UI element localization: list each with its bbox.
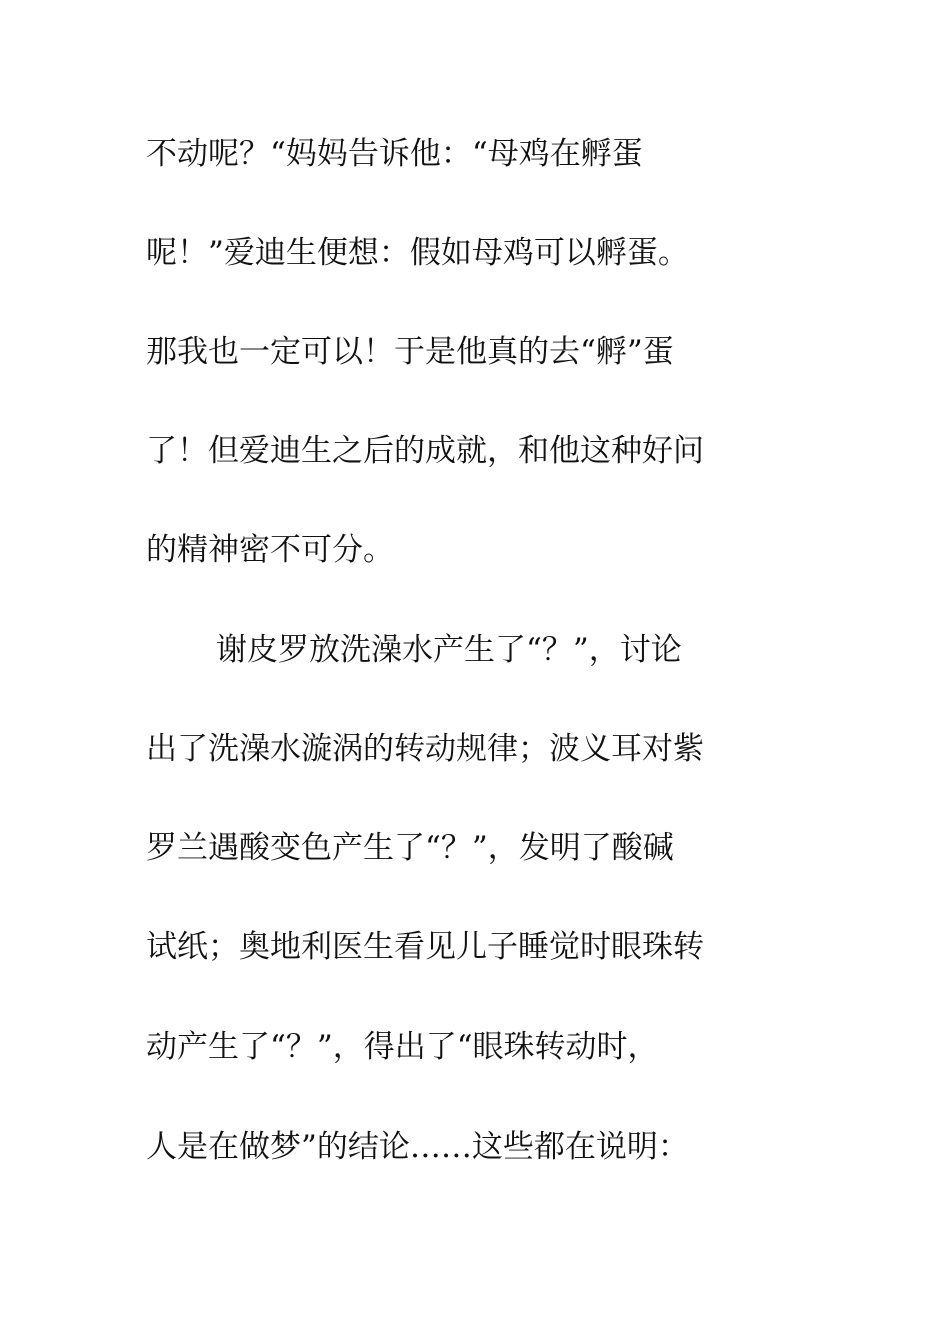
text-line-5: 的精神密不可分。 — [146, 532, 394, 568]
text-line-10: 动产生了“？”，得出了“眼珠转动时， — [146, 1029, 659, 1065]
text-line-11: 人是在做梦”的结论……这些都在说明： — [146, 1129, 689, 1165]
text-line-3: 那我也一定可以！于是他真的去“孵”蛋 — [146, 334, 674, 370]
text-line-7: 出了洗澡水漩涡的转动规律；波义耳对紫 — [146, 731, 704, 767]
paragraph-start-line: 谢皮罗放洗澡水产生了“？”，讨论 — [216, 632, 682, 668]
text-line-9: 试纸；奥地利医生看见儿子睡觉时眼珠转 — [146, 929, 704, 965]
text-line-8: 罗兰遇酸变色产生了“？”，发明了酸碱 — [146, 830, 674, 866]
text-line-1: 不动呢？“妈妈告诉他：“母鸡在孵蛋 — [146, 136, 643, 172]
text-line-4: 了！但爱迪生之后的成就，和他这种好问 — [146, 433, 704, 469]
text-line-2: 呢！”爱迪生便想：假如母鸡可以孵蛋。 — [146, 235, 689, 271]
